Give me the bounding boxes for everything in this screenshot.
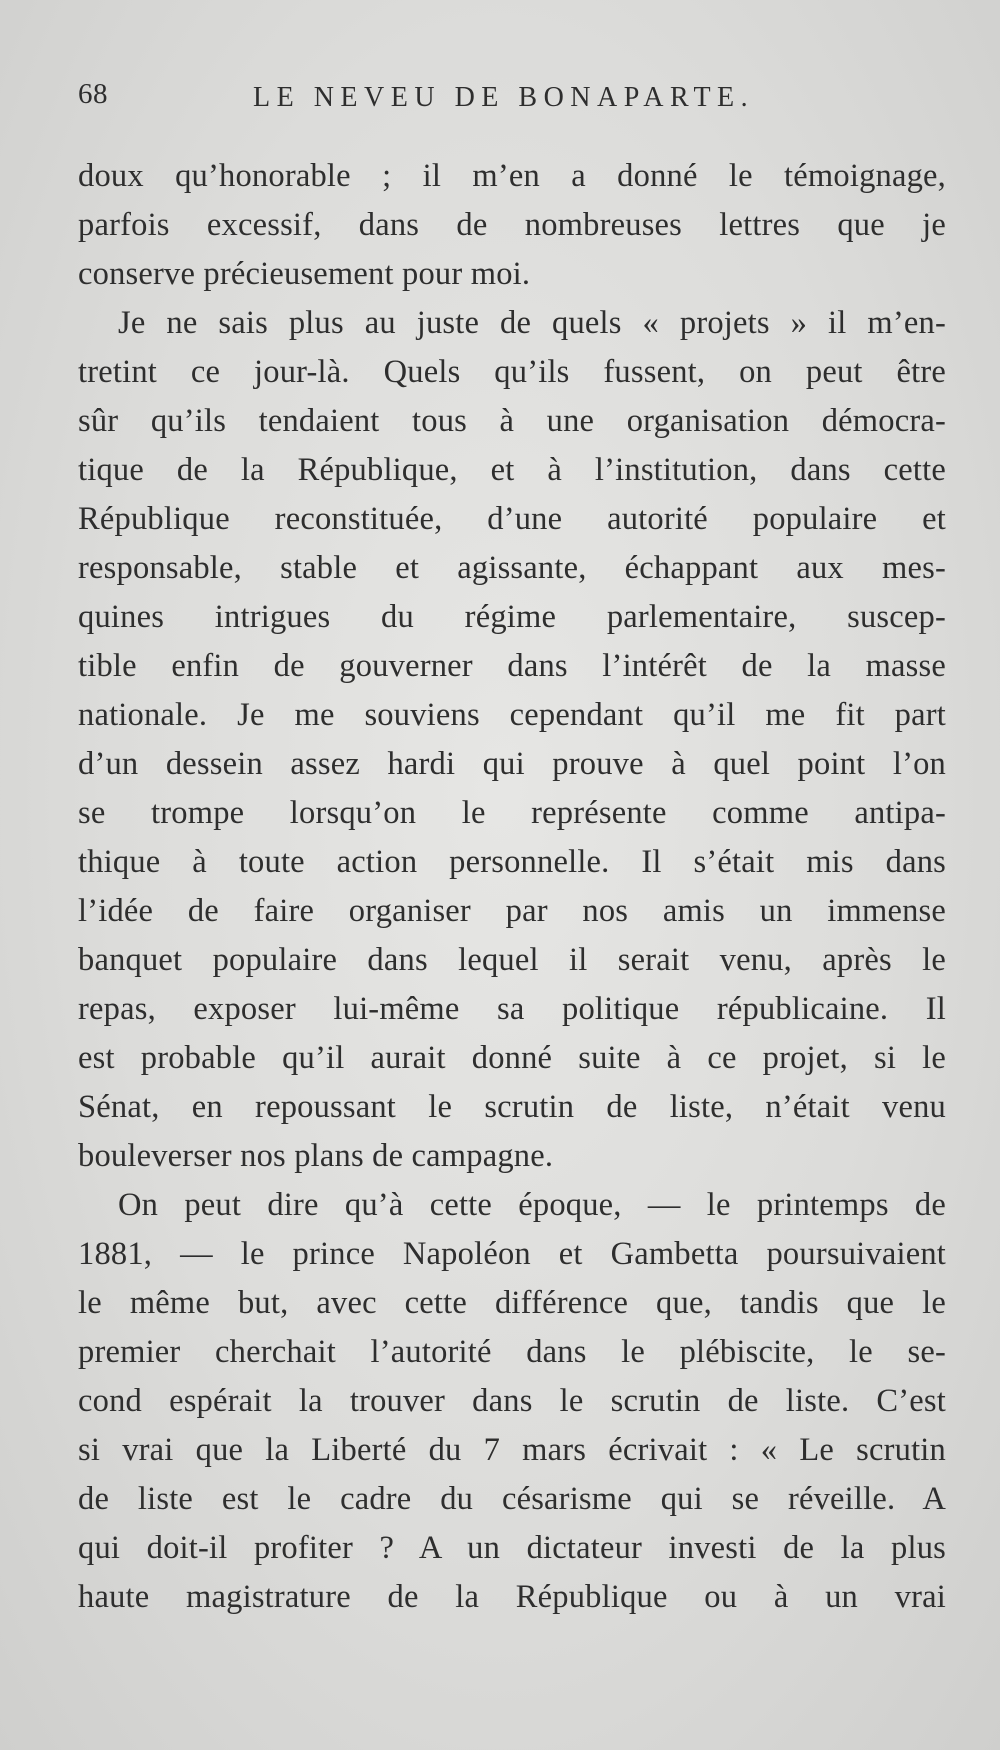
text-line: est probable qu’il aurait donné suite à ce projet, si le bbox=[78, 1040, 946, 1076]
text-line: haute magistrature de la République ou à un vrai bbox=[78, 1579, 946, 1615]
text-line: sûr qu’ils tendaient tous à une organisation démocra- bbox=[78, 403, 946, 439]
text-line: l’idée de faire organiser par nos amis un immense bbox=[78, 893, 946, 929]
text-line: conserve précieusement pour moi. bbox=[78, 256, 531, 292]
running-title: LE NEVEU DE BONAPARTE. bbox=[253, 82, 755, 113]
text-line: bouleverser nos plans de campagne. bbox=[78, 1138, 554, 1174]
text-line: premier cherchait l’autorité dans le plébiscite, le se- bbox=[78, 1334, 946, 1370]
text-line: nationale. Je me souviens cependant qu’il me fit part bbox=[78, 697, 946, 733]
text-line: banquet populaire dans lequel il serait venu, après le bbox=[78, 942, 946, 978]
text-line: 1881, — le prince Napoléon et Gambetta poursuivaient bbox=[78, 1236, 946, 1272]
text-line: le même but, avec cette différence que, tandis que le bbox=[78, 1285, 946, 1321]
text-line: de liste est le cadre du césarisme qui se réveille. A bbox=[78, 1481, 946, 1517]
text-line: doux qu’honorable ; il m’en a donné le témoignage, bbox=[78, 158, 946, 194]
running-header bbox=[78, 78, 918, 118]
body-text bbox=[78, 152, 946, 1622]
text-line: République reconstituée, d’une autorité populaire et bbox=[78, 501, 946, 537]
text-line: tique de la République, et à l’institution, dans cette bbox=[78, 452, 946, 488]
text-line: qui doit-il profiter ? A un dictateur investi de la plus bbox=[78, 1530, 946, 1566]
text-line: si vrai que la Liberté du 7 mars écrivait : « Le scrutin bbox=[78, 1432, 946, 1468]
text-line: quines intrigues du régime parlementaire, suscep- bbox=[78, 599, 946, 635]
text-line: d’un dessein assez hardi qui prouve à quel point l’on bbox=[78, 746, 946, 782]
text-line: parfois excessif, dans de nombreuses lettres que je bbox=[78, 207, 946, 243]
text-line: On peut dire qu’à cette époque, — le printemps de bbox=[118, 1187, 946, 1223]
text-line: cond espérait la trouver dans le scrutin de liste. C’est bbox=[78, 1383, 946, 1419]
page-number: 68 bbox=[78, 78, 108, 110]
text-line: repas, exposer lui-même sa politique républicaine. Il bbox=[78, 991, 946, 1027]
text-line: thique à toute action personnelle. Il s’était mis dans bbox=[78, 844, 946, 880]
text-line: Sénat, en repoussant le scrutin de liste, n’était venu bbox=[78, 1089, 946, 1125]
text-line: tible enfin de gouverner dans l’intérêt de la masse bbox=[78, 648, 946, 684]
text-line: responsable, stable et agissante, échappant aux mes- bbox=[78, 550, 946, 586]
text-line: se trompe lorsqu’on le représente comme antipa- bbox=[78, 795, 946, 831]
text-line: Je ne sais plus au juste de quels « projets » il m’en- bbox=[118, 305, 946, 341]
text-line: tretint ce jour-là. Quels qu’ils fussent, on peut être bbox=[78, 354, 946, 390]
